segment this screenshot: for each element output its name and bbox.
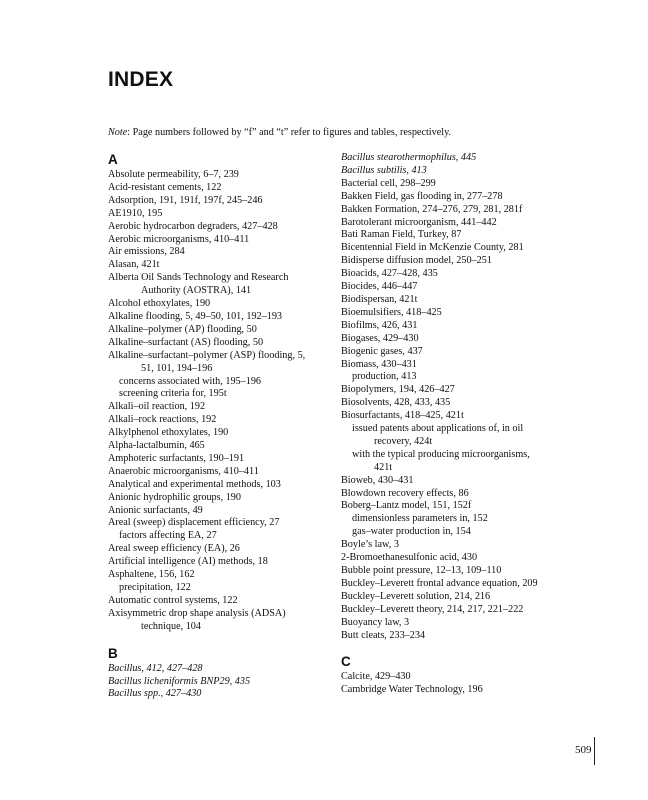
index-entry: Anaerobic microorganisms, 410–411 — [108, 465, 259, 477]
index-entry: Alkaline–surfactant (AS) flooding, 50 — [108, 336, 264, 348]
index-subentry: production, 413 — [352, 371, 417, 383]
index-entry: Butt cleats, 233–234 — [341, 629, 426, 641]
index-entry: Anionic surfactants, 49 — [108, 504, 203, 516]
index-entry: Biomass, 430–431 — [341, 358, 417, 370]
index-entry: Bioweb, 430–431 — [341, 474, 414, 486]
index-entry: Areal sweep efficiency (EA), 26 — [108, 543, 240, 555]
index-entry: Acid-resistant cements, 122 — [108, 181, 222, 193]
index-entry: Biofilms, 426, 431 — [341, 319, 418, 331]
index-entry: Boberg–Lantz model, 151, 152f — [341, 500, 472, 512]
section-letter: A — [108, 152, 118, 167]
page-title: INDEX — [108, 68, 174, 91]
index-entry: Boyle’s law, 3 — [341, 539, 399, 551]
index-entry: Blowdown recovery effects, 86 — [341, 487, 469, 499]
index-entry: Calcite, 429–430 — [341, 671, 411, 683]
note-text: : Page numbers followed by “f” and “t” refer to figures and tables, respectively. — [127, 127, 452, 138]
index-entry: Bacillus licheniformis BNP29, 435 — [108, 675, 251, 687]
index-entry: Buckley–Leverett theory, 214, 217, 221–222 — [341, 603, 524, 615]
index-entry: Adsorption, 191, 191f, 197f, 245–246 — [108, 194, 263, 206]
index-subentry: dimensionless parameters in, 152 — [352, 513, 488, 525]
index-entry-continuation: recovery, 424t — [374, 435, 433, 447]
index-entry: Alberta Oil Sands Technology and Research — [108, 272, 289, 284]
index-entry: Bakken Formation, 274–276, 279, 281, 281f — [341, 203, 523, 215]
index-entry: Bacillus, 412, 427–428 — [108, 662, 203, 674]
index-column-right — [341, 152, 566, 697]
index-entry: Aerobic hydrocarbon degraders, 427–428 — [108, 220, 278, 232]
index-note — [108, 127, 451, 138]
index-entry: Anionic hydrophilic groups, 190 — [108, 491, 241, 503]
index-entry: Alpha-lactalbumin, 465 — [108, 440, 205, 452]
index-entry-continuation: Authority (AOSTRA), 141 — [141, 285, 252, 297]
index-entry: Barotolerant microorganism, 441–442 — [341, 216, 497, 228]
index-entry: Absolute permeability, 6–7, 239 — [108, 169, 239, 180]
index-entry: Bidisperse diffusion model, 250–251 — [341, 255, 492, 267]
index-subentry: issued patents about applications of, in oil — [352, 423, 524, 435]
index-entry: Buoyancy law, 3 — [341, 616, 410, 628]
index-entry: Biopolymers, 194, 426–427 — [341, 384, 455, 396]
index-entry: Artificial intelligence (AI) methods, 18 — [108, 556, 268, 568]
index-entry: Bioacids, 427–428, 435 — [341, 268, 438, 280]
index-entry: Biosolvents, 428, 433, 435 — [341, 397, 451, 409]
index-entry: Alkylphenol ethoxylates, 190 — [108, 427, 229, 439]
index-entry: Buckley–Leverett frontal advance equation, 209 — [341, 577, 538, 589]
page-number: 509 — [575, 744, 592, 756]
index-entry: Alkali–rock reactions, 192 — [108, 414, 217, 426]
index-entry: Areal (sweep) displacement efficiency, 27 — [108, 517, 280, 529]
index-entry: Axisymmetric drop shape analysis (ADSA) — [108, 607, 286, 619]
index-entry: Alkaline–polymer (AP) flooding, 50 — [108, 323, 257, 335]
index-entry: Cambridge Water Technology, 196 — [341, 684, 483, 696]
index-entry: Biogenic gases, 437 — [341, 345, 423, 357]
index-entry: Amphoteric surfactants, 190–191 — [108, 452, 245, 464]
index-subentry: factors affecting EA, 27 — [119, 530, 217, 542]
index-entry-continuation: 421t — [374, 461, 393, 473]
index-entry: Bacillus subtilis, 413 — [341, 164, 427, 176]
index-entry: Alkaline flooding, 5, 49–50, 101, 192–193 — [108, 310, 283, 322]
index-entry: AE1910, 195 — [108, 207, 163, 219]
index-entry-continuation: technique, 104 — [141, 620, 201, 632]
index-entry: Alkali–oil reaction, 192 — [108, 401, 206, 413]
section-letter: C — [341, 654, 351, 670]
index-entry: Biodispersan, 421t — [341, 293, 418, 305]
index-entry-continuation: 51, 101, 194–196 — [141, 362, 213, 374]
index-entry: Bicentennial Field in McKenzie County, 281 — [341, 242, 524, 254]
index-subentry: precipitation, 122 — [119, 582, 191, 593]
index-entry: Analytical and experimental methods, 103 — [108, 478, 281, 490]
index-entry: Bacterial cell, 298–299 — [341, 177, 436, 189]
page-number-rule — [594, 737, 595, 765]
index-entry: Bacillus spp., 427–430 — [108, 688, 202, 700]
index-entry: Alkaline–surfactant–polymer (ASP) flooding, 5, — [108, 349, 306, 361]
index-entry: Buckley–Leverett solution, 214, 216 — [341, 590, 491, 602]
index-entry: Bubble point pressure, 12–13, 109–110 — [341, 565, 502, 576]
index-subentry: gas–water production in, 154 — [352, 526, 471, 538]
index-subentry: screening criteria for, 195t — [119, 388, 227, 400]
index-subentry: concerns associated with, 195–196 — [119, 375, 262, 387]
index-column-left — [108, 152, 328, 701]
index-entry: Asphaltene, 156, 162 — [108, 569, 195, 581]
index-entry: Biosurfactants, 418–425, 421t — [341, 410, 464, 422]
index-entry: Alasan, 421t — [108, 259, 160, 271]
index-entry: Biogases, 429–430 — [341, 332, 419, 344]
index-entry: Bacillus stearothermophilus, 445 — [341, 152, 477, 163]
index-entry: Biocides, 446–447 — [341, 281, 418, 293]
note-label: Note — [108, 127, 128, 138]
index-subentry: with the typical producing microorganisms, — [352, 448, 530, 460]
index-entry: Bakken Field, gas flooding in, 277–278 — [341, 190, 503, 202]
index-entry: Alcohol ethoxylates, 190 — [108, 298, 211, 310]
index-entry: Air emissions, 284 — [108, 246, 185, 258]
index-entry: Aerobic microorganisms, 410–411 — [108, 233, 250, 245]
index-entry: Bati Raman Field, Turkey, 87 — [341, 229, 462, 241]
section-letter: B — [108, 645, 118, 661]
index-entry: Automatic control systems, 122 — [108, 594, 238, 606]
index-entry: Bioemulsifiers, 418–425 — [341, 306, 442, 318]
index-entry: 2-Bromoethanesulfonic acid, 430 — [341, 552, 478, 564]
